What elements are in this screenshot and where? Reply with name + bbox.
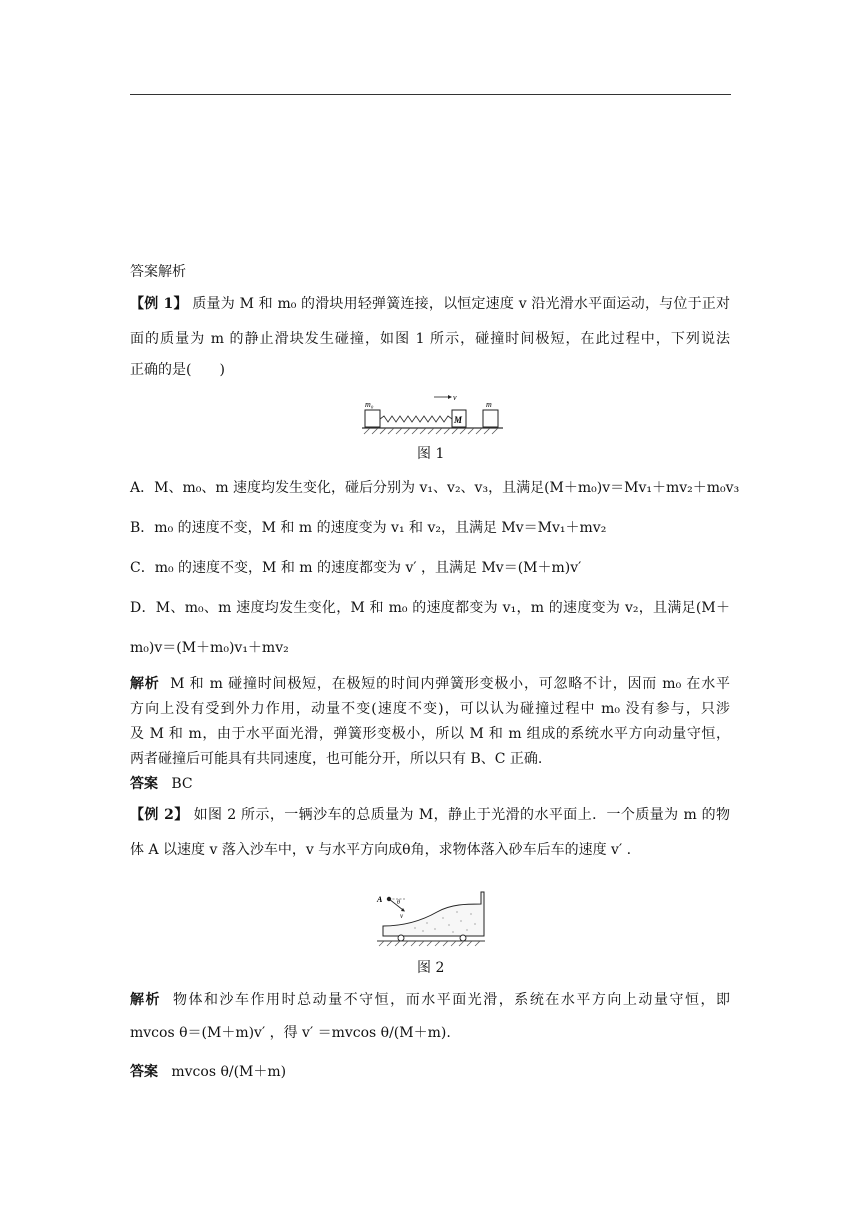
label-v: v <box>400 912 404 920</box>
example2-analysis-label: 解析 <box>130 992 162 1008</box>
figure-2 <box>375 890 487 948</box>
ground-hatch <box>364 428 498 434</box>
option-c: C．m₀ 的速度不变，M 和 m 的速度都变为 v′ ，且满足 Mv＝(M＋m)v′ <box>130 560 582 576</box>
section-heading: 答案解析 <box>130 264 186 280</box>
example1-question-line-2: 面的质量为 m 的静止滑块发生碰撞，如图 1 所示，碰撞时间极短，在此过程中，下列说法 <box>130 331 730 347</box>
block-m <box>483 410 498 427</box>
figure-2-caption: 图 2 <box>417 960 445 976</box>
example2-label: 【例 2】 <box>130 807 189 823</box>
option-b: B．m₀ 的速度不变，M 和 m 的速度变为 v₁ 和 v₂，且满足 Mv＝Mv₁＋mv₂ <box>130 520 607 536</box>
option-a: A．M、m₀、m 速度均发生变化，碰后分别为 v₁、v₂、v₃，且满足(M＋m₀)v＝Mv₁＋mv₂＋m₀v₃ <box>130 480 740 496</box>
header-rule <box>130 94 731 95</box>
sand-cart <box>383 892 484 936</box>
block-m0 <box>365 410 380 427</box>
example1-analysis-line-3: 及 M 和 m，由于水平面光滑，弹簧形变极小，所以 M 和 m 组成的系统水平方向动量守恒， <box>130 726 730 742</box>
figure-1-caption: 图 1 <box>417 446 445 462</box>
label-m: m <box>486 400 492 409</box>
example1-analysis-line-1: 解析 M 和 m 碰撞时间极短，在极短的时间内弹簧形变极小，可忽略不计，因而 m₀ 在水平 <box>130 676 730 692</box>
example1-answer <box>130 774 730 794</box>
example1-question-line-3: 正确的是( ) <box>130 362 225 378</box>
example2-answer-value: mvcos θ/(M＋m) <box>171 1064 287 1080</box>
example1-answer-label: 答案 <box>130 776 158 792</box>
label-v: v <box>453 393 457 402</box>
example1-analysis-label: 解析 <box>130 676 160 692</box>
label-theta: θ <box>397 900 400 906</box>
spring <box>380 416 452 422</box>
example1-answer-value: BC <box>171 776 193 792</box>
example1-label: 【例 1】 <box>130 296 188 312</box>
example2-question-line-1: 【例 2】 如图 2 所示，一辆沙车的总质量为 M，静止于光滑的水平面上．一个质量为 m 的物 <box>130 807 730 823</box>
option-d-line-2: m₀)v＝(M＋m₀)v₁＋mv₂ <box>130 640 289 656</box>
label-A: A <box>377 895 383 904</box>
example2-question-line-2: 体 A 以速度 v 落入沙车中，v 与水平方向成θ角，求物体落入砂车后车的速度 v′ . <box>130 842 632 858</box>
label-M: M <box>454 415 463 425</box>
example1-analysis-line-2: 方向上没有受到外力作用，动量不变(速度不变)，可以认为碰撞过程中 m₀ 没有参与，只涉 <box>130 701 730 717</box>
label-m0: m₀ <box>365 400 374 409</box>
example2-answer <box>130 1062 730 1082</box>
example1-question-line-1: 【例 1】 质量为 M 和 m₀ 的滑块用轻弹簧连接，以恒定速度 v 沿光滑水平面运动，与位于正对 <box>130 296 730 312</box>
velocity-arrow <box>389 899 403 910</box>
example2-analysis-line-2: mvcos θ＝(M＋m)v′ ，得 v′ ＝mvcos θ/(M＋m). <box>130 1025 451 1041</box>
option-d-line-1: D．M、m₀、m 速度均发生变化，M 和 m₀ 的速度都变为 v₁，m 的速度变为 v₂，且满足(M＋ <box>130 600 730 616</box>
example2-answer-label: 答案 <box>130 1064 158 1080</box>
wheel-left <box>398 935 404 941</box>
example2-analysis-line-1: 解析 物体和沙车作用时总动量不守恒，而水平面光滑，系统在水平方向上动量守恒，即 <box>130 992 730 1008</box>
example1-analysis-line-4: 两者碰撞后可能具有共同速度，也可能分开，所以只有 B、C 正确. <box>130 751 543 767</box>
wheel-right <box>460 935 466 941</box>
velocity-arrowhead <box>448 395 452 399</box>
ground-hatch <box>379 941 480 946</box>
figure-1 <box>360 392 505 437</box>
